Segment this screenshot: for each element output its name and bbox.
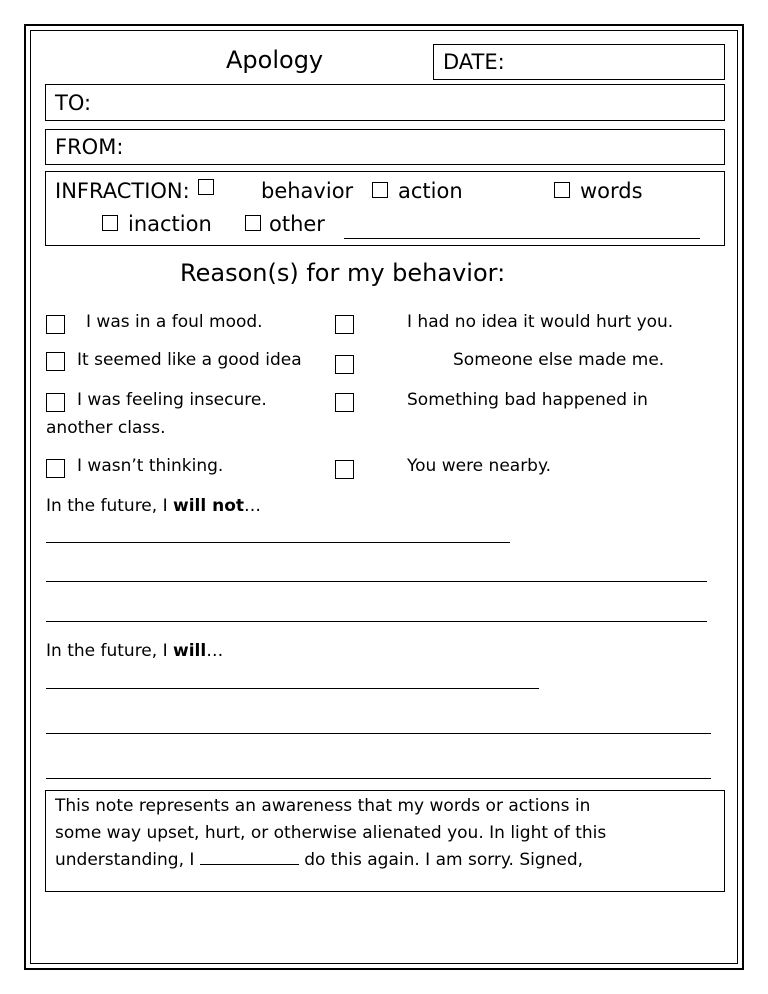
page-title: Apology [226, 46, 324, 74]
reason-good-idea-label: It seemed like a good idea [77, 350, 302, 370]
reason-no-idea-checkbox[interactable] [335, 315, 354, 334]
note-line-1: This note represents an awareness that my words or actions in [55, 796, 591, 816]
reason-not-thinking-label: I wasn’t thinking. [77, 456, 224, 476]
other-checkbox[interactable] [245, 215, 261, 231]
words-checkbox[interactable] [554, 182, 570, 198]
will-line-3[interactable] [46, 778, 711, 779]
other-option-label: other [269, 212, 325, 236]
behavior-option-label: behavior [261, 179, 354, 203]
reasons-heading: Reason(s) for my behavior: [180, 259, 506, 287]
reason-good-idea-checkbox[interactable] [46, 352, 65, 371]
future-will-bold: will [173, 641, 207, 661]
action-option-label: action [398, 179, 463, 203]
future-will-not-prefix: In the future, I [46, 496, 173, 516]
reason-bad-happened-checkbox[interactable] [335, 393, 354, 412]
will-line-2[interactable] [46, 733, 711, 734]
reason-nearby-checkbox[interactable] [335, 460, 354, 479]
inaction-option-label: inaction [128, 212, 212, 236]
note-box [45, 790, 725, 892]
date-label: DATE: [443, 50, 505, 74]
infraction-label: INFRACTION: [55, 179, 190, 203]
will-line-1[interactable] [46, 688, 539, 689]
future-will-prompt [46, 641, 223, 661]
reason-foul-mood-label: I was in a foul mood. [86, 312, 263, 332]
reason-not-thinking-checkbox[interactable] [46, 459, 65, 478]
future-will-not-suffix: … [244, 496, 262, 516]
reason-someone-else-label: Someone else made me. [453, 350, 665, 370]
reason-foul-mood-checkbox[interactable] [46, 315, 65, 334]
from-label: FROM: [55, 135, 124, 159]
inaction-checkbox[interactable] [102, 215, 118, 231]
reason-insecure-label: I was feeling insecure. [77, 390, 267, 410]
reason-bad-happened-label: Something bad happened in [407, 390, 648, 410]
note-line-2: some way upset, hurt, or otherwise alienated you. In light of this [55, 823, 607, 843]
to-label: TO: [55, 91, 92, 115]
date-field[interactable] [433, 44, 725, 80]
infraction-box [45, 171, 725, 246]
to-field[interactable] [45, 84, 725, 121]
reason-insecure-continuation: another class. [46, 418, 166, 438]
note-line-3-end: do this again. I am sorry. Signed, [298, 850, 584, 870]
future-will-not-bold: will not [173, 496, 245, 516]
behavior-checkbox[interactable] [198, 179, 214, 195]
future-will-not-prompt [46, 496, 261, 516]
future-will-suffix: … [206, 641, 224, 661]
will-not-line-2[interactable] [46, 581, 707, 582]
will-not-line-1[interactable] [46, 542, 510, 543]
note-blank-line[interactable] [200, 850, 299, 865]
will-not-line-3[interactable] [46, 621, 707, 622]
words-option-label: words [580, 179, 643, 203]
from-field[interactable] [45, 129, 725, 165]
future-will-prefix: In the future, I [46, 641, 173, 661]
note-line-3 [55, 850, 583, 870]
other-write-line[interactable] [344, 238, 700, 239]
action-checkbox[interactable] [372, 182, 388, 198]
reason-someone-else-checkbox[interactable] [335, 355, 354, 374]
reason-no-idea-label: I had no idea it would hurt you. [407, 312, 674, 332]
reason-nearby-label: You were nearby. [407, 456, 552, 476]
note-line-3-start: understanding, I [55, 850, 200, 870]
reason-insecure-checkbox[interactable] [46, 393, 65, 412]
